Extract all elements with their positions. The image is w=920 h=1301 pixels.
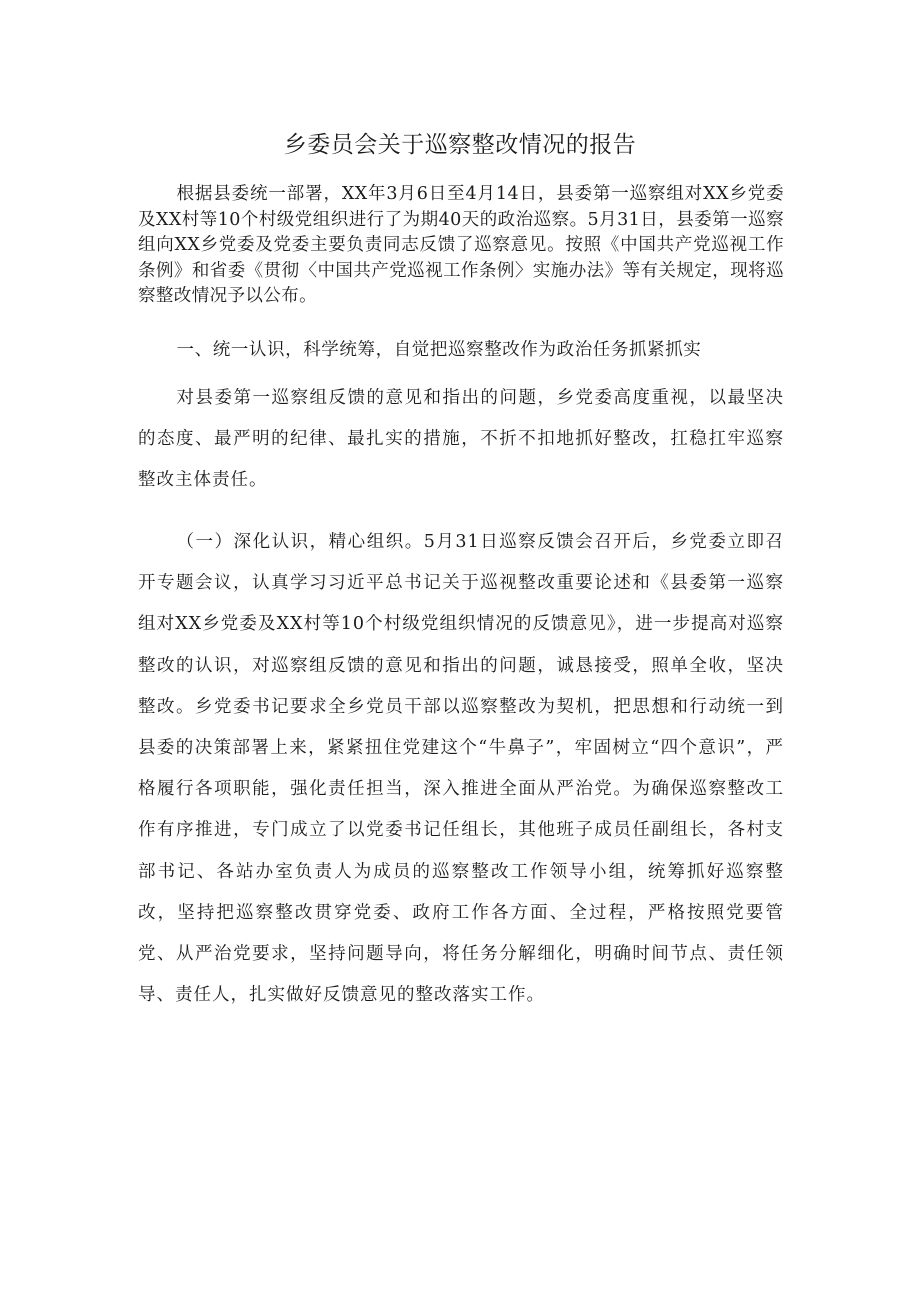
section-heading-1: 一、统一认识，科学统筹，自觉把巡察整改作为政治任务抓紧抓实 bbox=[176, 340, 702, 360]
document-title: 乡委员会关于巡察整改情况的报告 bbox=[283, 132, 637, 158]
intro-paragraph: 根据县委统一部署，XX年3月6日至4月14日，县委第一巡察组对XX乡党委及XX村等10个村级党组织进行了为期40天的政治巡察。5月31日，县委第一巡察组向XX乡党委及党委主要负责同志反馈了巡察意见。按照《中国共产党巡视工作条例》和省委《贯彻〈中国共产党巡视工作条例〉实施办法》等有关规定，现将巡察整改情况予以公布。 bbox=[138, 184, 784, 306]
subsection-1-paragraph: （一）深化认识，精心组织。5月31日巡察反馈会召开后，乡党委立即召开专题会议，认真学习习近平总书记关于巡视整改重要论述和《县委第一巡察组对XX乡党委及XX村等10个村级党组织情况的反馈意见》，进一步提高对巡察整改的认识，对巡察组反馈的意见和指出的问题，诚恳接受，照单全收，坚决整改。乡党委书记要求全乡党员干部以巡察整改为契机，把思想和行动统一到县委的决策部署上来，紧紧扭住党建这个“牛鼻子”，牢固树立“四个意识”，严格履行各项职能，强化责任担当，深入推进全面从严治党。为确保巡察整改工作有序推进，专门成立了以党委书记任组长，其他班子成员任副组长，各村支部书记、各站办室负责人为成员的巡察整改工作领导小组，统筹抓好巡察整改，坚持把巡察整改贯穿党委、政府工作各方面、全过程，严格按照党要管党、从严治党要求，坚持问题导向，将任务分解细化，明确时间节点、责任领导、责任人，扎实做好反馈意见的整改落实工作。 bbox=[138, 532, 784, 1006]
section-1-paragraph: 对县委第一巡察组反馈的意见和指出的问题，乡党委高度重视，以最坚决的态度、最严明的纪律、最扎实的措施，不折不扣地抓好整改，扛稳扛牢巡察整改主体责任。 bbox=[138, 388, 784, 491]
